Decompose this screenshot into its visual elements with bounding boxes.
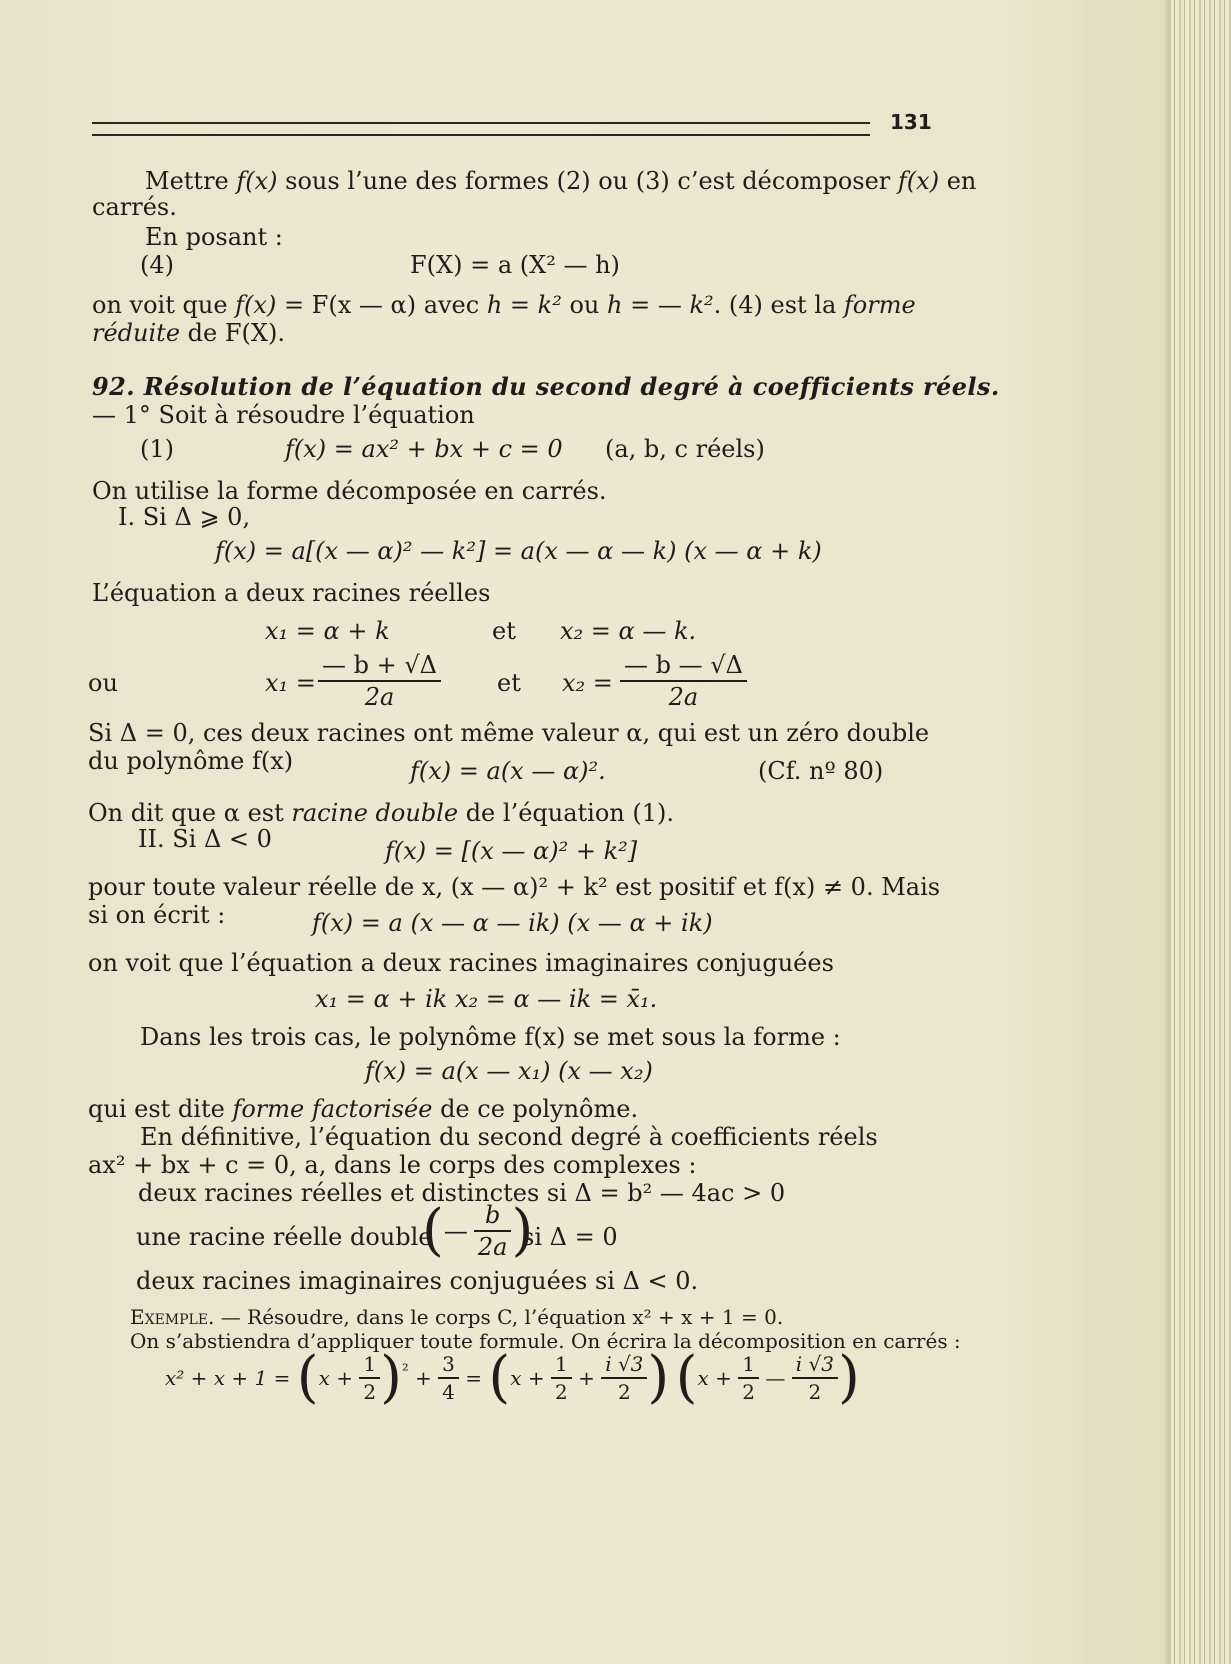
- equation: f(x) = a[(x — α)² — k²] = a(x — α — k) (x — α + k): [215, 537, 822, 565]
- page-number: 131: [890, 110, 932, 134]
- text-line: pour toute valeur réelle de x, (x — α)² + k² est positif et f(x) ≠ 0. Mais: [88, 873, 941, 901]
- equation: f(x) = a(x — x₁) (x — x₂): [365, 1057, 653, 1085]
- text-line: et: [497, 669, 521, 697]
- equation: x₁ = α + k: [265, 617, 390, 645]
- equation: x₁ = α + ik x₂ = α — ik = x̄₁.: [315, 985, 658, 1013]
- text-line: on voit que l’équation a deux racines imaginaires conjuguées: [88, 949, 834, 977]
- text-line: si on écrit :: [88, 901, 226, 929]
- text-line: En définitive, l’équation du second degré à coefficients réels: [140, 1123, 878, 1151]
- equation-label: x₁ =: [265, 669, 316, 697]
- text-line: On dit que α est racine double de l’équation (1).: [88, 799, 675, 827]
- example-equation: x² + x + 1 = (x + $\frac{1}{2}$ )$^{^2}$ + $\frac{3}{4}$ = (x + $\frac{1}{2}$ + $\frac{i √3}{2}$ ) (x + $\frac{1}{2}$ — $\frac{i √3}{2}$ ): [165, 1345, 860, 1410]
- equation: F(X) = a (X² — h): [410, 251, 620, 279]
- text-line: Mettre f(x) sous l’une des formes (2) ou (3) c’est décomposer f(x) en: [145, 167, 977, 195]
- text-line: deux racines réelles et distinctes si Δ = b² — 4ac > 0: [138, 1179, 786, 1207]
- text-line: L’équation a deux racines réelles: [92, 579, 491, 607]
- equation: f(x) = a (x — α — ik) (x — α + ik): [312, 909, 713, 937]
- equation: f(x) = ax² + bx + c = 0: [285, 435, 563, 463]
- text-line: — 1° Soit à résoudre l’équation: [92, 401, 475, 429]
- text-line: II. Si Δ < 0: [138, 825, 272, 853]
- text-line: on voit que f(x) = F(x — α) avec h = k² ou h = — k². (4) est la forme: [92, 291, 916, 319]
- text-line: carrés.: [92, 193, 177, 221]
- example-line: On s’abstiendra d’appliquer toute formule. On écrira la décomposition en carrés :: [130, 1329, 961, 1353]
- header-rule: [92, 122, 870, 136]
- equation-number: (4): [140, 251, 174, 279]
- fraction-group: (— $\frac{b}{2a}$ ): [422, 1198, 534, 1263]
- fraction: $\frac{— b + √\Delta}{2a}$: [318, 650, 441, 712]
- equation-number: (1): [140, 435, 174, 463]
- text-line: ou: [88, 669, 118, 697]
- section-heading: 92. Résolution de l’équation du second degré à coefficients réels.: [92, 372, 1000, 401]
- text-line: ax² + bx + c = 0, a, dans le corps des complexes :: [88, 1151, 697, 1179]
- equation-label: x₂ =: [562, 669, 613, 697]
- text-line: du polynôme f(x): [88, 747, 294, 775]
- text-line: On utilise la forme décomposée en carrés.: [92, 477, 607, 505]
- text-line: I. Si Δ ⩾ 0,: [118, 503, 251, 531]
- text-line: (Cf. nº 80): [758, 757, 884, 785]
- equation-note: (a, b, c réels): [605, 435, 765, 463]
- equation: f(x) = [(x — α)² + k²]: [385, 837, 638, 865]
- equation: x₂ = α — k.: [560, 617, 697, 645]
- text-line: deux racines imaginaires conjuguées si Δ < 0.: [136, 1267, 699, 1295]
- text-line: réduite de F(X).: [92, 319, 285, 347]
- text-line: si Δ = 0: [522, 1223, 618, 1251]
- equation: f(x) = a(x — α)².: [410, 757, 606, 785]
- text-line: Dans les trois cas, le polynôme f(x) se met sous la forme :: [140, 1023, 841, 1051]
- text-line: une racine réelle double: [136, 1223, 433, 1251]
- text-line: et: [492, 617, 516, 645]
- page-edges: [1169, 0, 1231, 1664]
- text-line: En posant :: [145, 223, 283, 251]
- fraction: $\frac{— b — √\Delta}{2a}$: [620, 650, 747, 712]
- text-line: qui est dite forme factorisée de ce polynôme.: [88, 1095, 639, 1123]
- text-line: Si Δ = 0, ces deux racines ont même valeur α, qui est un zéro double: [88, 719, 930, 747]
- example-line: Exemple. — Résoudre, dans le corps C, l’équation x² + x + 1 = 0.: [130, 1305, 784, 1329]
